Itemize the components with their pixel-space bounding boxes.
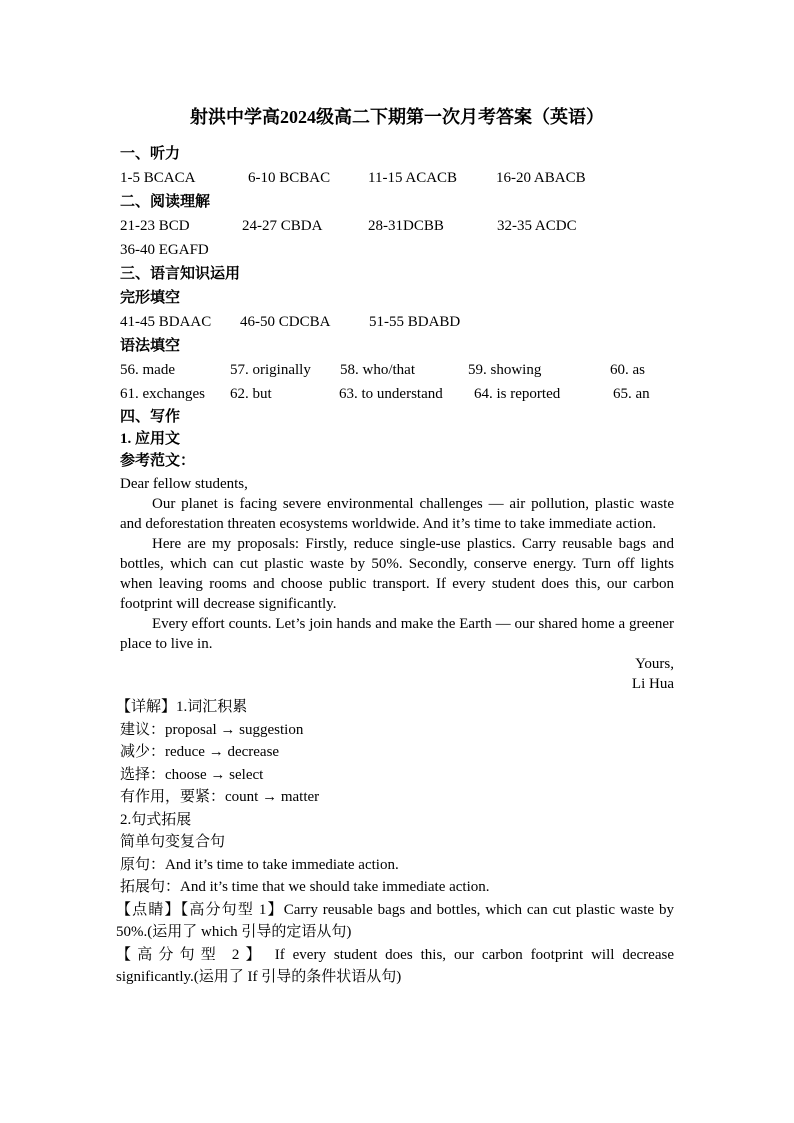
expanded-sentence: 拓展句：And it’s time that we should take immediate action.	[120, 879, 490, 895]
answer-group: 46-50 CDCBA	[240, 314, 331, 330]
highlight-tag: 【高分句型 2】	[116, 946, 267, 963]
letter-paragraph: Every effort counts. Let’s join hands and make the Earth — our shared home a greener place to live in.	[120, 616, 674, 652]
answer-item: 63. to understand	[339, 386, 443, 402]
letter-signature: Li Hua	[631, 676, 674, 692]
writing-heading: 四、写作	[120, 409, 181, 425]
reading-answers-row2	[120, 238, 674, 262]
answer-item: 61. exchanges	[120, 386, 205, 402]
expand-heading: 2.句式拓展	[120, 811, 192, 828]
grammar-heading: 语法填空	[120, 338, 181, 354]
answer-group: 6-10 BCBAC	[248, 170, 331, 186]
grammar-answers-row2	[120, 382, 674, 406]
vocab-item: 减少：reduce → decrease	[120, 744, 280, 760]
answer-item: 64. is reported	[474, 386, 561, 402]
vocab-item: 建议：proposal → suggestion	[120, 721, 304, 738]
letter-paragraph: Here are my proposals: Firstly, reduce single-use plastics. Carry reusable bags and bottles, which can cut plastic waste by 50%. Secondly, conserve energy. Turn off lights when leaving rooms and choose public transport. If every student does this, our carbon footprint will decrease significantly.	[120, 536, 674, 612]
answer-sheet	[116, 104, 674, 989]
answer-group: 24-27 CBDA	[242, 218, 323, 234]
answer-group: 11-15 ACACB	[368, 170, 458, 186]
answer-item: 57. originally	[230, 362, 311, 378]
answer-group: 21-23 BCD	[120, 218, 190, 234]
reading-heading: 二、阅读理解	[120, 194, 211, 210]
highlight-sentence-2	[116, 944, 674, 989]
answer-item: 56. made	[120, 362, 175, 378]
detail-heading: 【详解】1.词汇积累	[116, 699, 248, 715]
writing-sub-heading: 1. 应用文	[120, 431, 181, 447]
answer-item: 62. but	[230, 386, 272, 402]
highlight-text: If every student does this, our carbon footprint will decrease significantly.(运用了 If 引导的条件状语从句)	[116, 946, 674, 985]
original-sentence: 原句：And it’s time to take immediate action.	[120, 856, 399, 873]
sample-heading: 参考范文：	[120, 453, 196, 469]
cloze-answers	[120, 310, 674, 334]
letter-closing: Yours,	[635, 656, 674, 672]
answer-item: 65. an	[613, 386, 650, 402]
answer-group: 51-55 BDABD	[369, 314, 461, 330]
reading-answers-row1	[120, 214, 674, 238]
expand-sub-heading: 简单句变复合句	[120, 834, 226, 850]
highlight-sentence-1: 【点睛】【高分句型 1】Carry reusable bags and bottles, which can cut plastic waste by 50%.(运用了 which 引导的定语从句)	[116, 901, 674, 940]
answer-group: 16-20 ABACB	[496, 170, 586, 186]
letter-salutation: Dear fellow students,	[120, 476, 248, 492]
grammar-answers-row1	[120, 358, 674, 382]
vocab-item: 有作用，要紧：count → matter	[120, 789, 320, 805]
cloze-heading: 完形填空	[120, 290, 181, 306]
listening-heading: 一、听力	[120, 146, 181, 162]
listening-answers	[120, 166, 674, 190]
language-heading: 三、语言知识运用	[120, 266, 241, 282]
page-title: 射洪中学高2024级高二下期第一次月考答案（英语）	[190, 107, 604, 127]
letter-paragraph: Our planet is facing severe environmental challenges — air pollution, plastic waste and deforestation threaten ecosystems worldwide. And it’s time to take immediate action.	[120, 496, 674, 532]
answer-item: 60. as	[610, 362, 645, 378]
vocab-item: 选择：choose → select	[120, 766, 264, 783]
answer-item: 58. who/that	[340, 362, 415, 378]
answer-group: 32-35 ACDC	[497, 218, 577, 234]
answer-group: 41-45 BDAAC	[120, 314, 212, 330]
answer-group: 36-40 EGAFD	[120, 242, 209, 258]
answer-item: 59. showing	[468, 362, 542, 378]
answer-group: 1-5 BCACA	[120, 170, 196, 186]
answer-group: 28-31DCBB	[368, 218, 444, 234]
